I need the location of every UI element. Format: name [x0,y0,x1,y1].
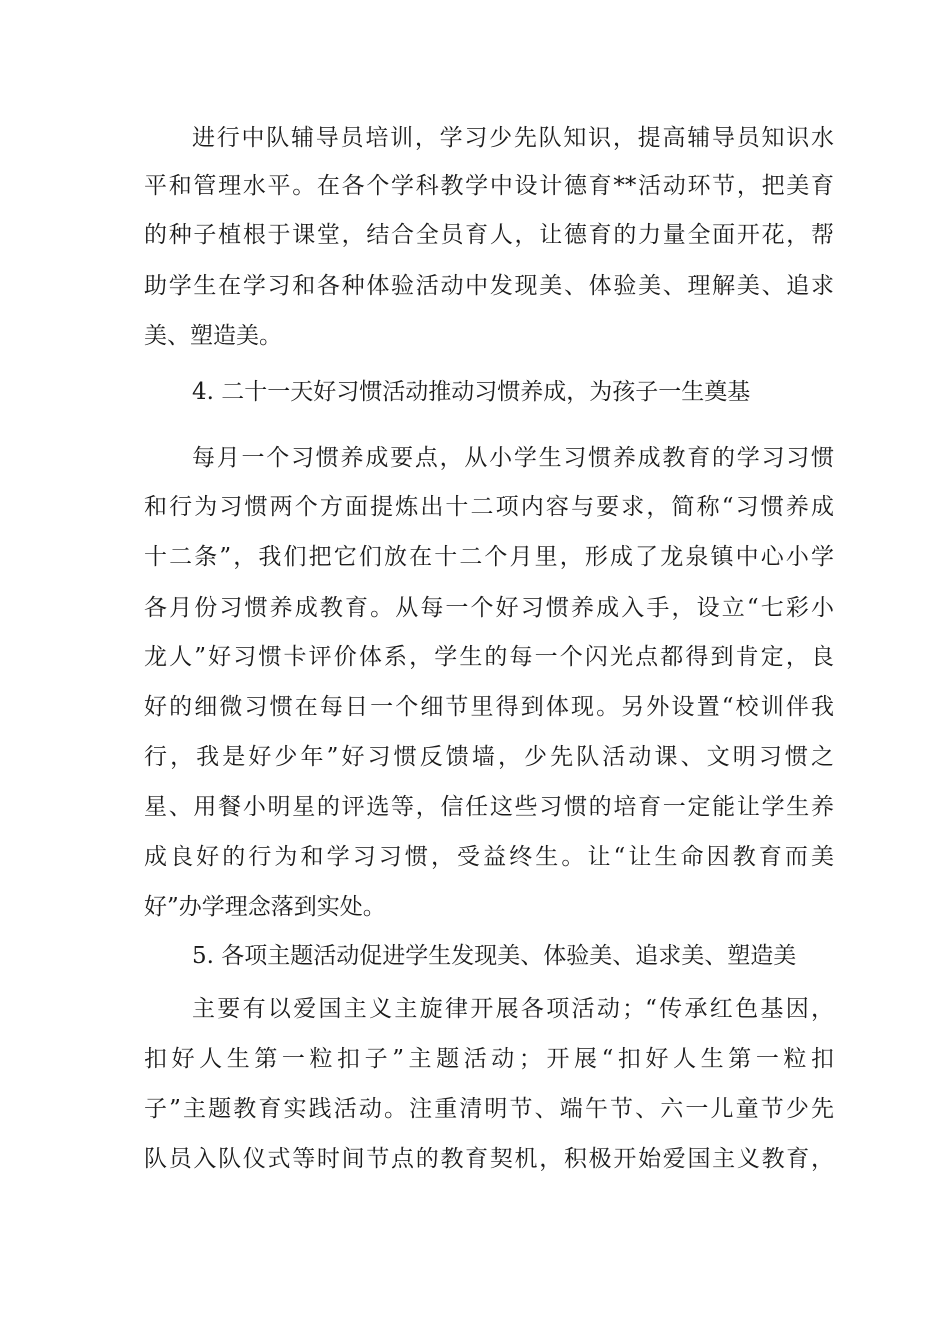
paragraph-1-line-2: 平和管理水平。在各个学科教学中设计德育**活动环节，把美育 [144,173,834,199]
paragraph-3-line-2: 扣好人生第一粒扣子”主题活动；开展“扣好人生第一粒扣 [144,1046,834,1072]
paragraph-2-line-2: 和行为习惯两个方面提炼出十二项内容与要求，简称“习惯养成 [144,494,834,520]
paragraph-2-line-6: 好的细微习惯在每日一个细节里得到体现。另外设置“校训伴我 [144,694,834,720]
paragraph-3-line-3: 子”主题教育实践活动。注重清明节、端午节、六一儿童节少先 [144,1096,834,1122]
paragraph-2-line-1: 每月一个习惯养成要点，从小学生习惯养成教育的学习习惯 [192,445,834,471]
paragraph-2-line-10: 好”办学理念落到实处。 [144,894,386,920]
paragraph-2-line-9: 成良好的行为和学习习惯，受益终生。让“让生命因教育而美 [144,844,834,870]
paragraph-2-line-8: 星、用餐小明星的评选等，信任这些习惯的培育一定能让学生养 [144,794,834,820]
section-heading-4: 4. 二十一天好习惯活动推动习惯养成，为孩子一生奠基 [192,379,751,405]
paragraph-2-line-5: 龙人”好习惯卡评价体系，学生的每一个闪光点都得到肯定，良 [144,644,834,670]
paragraph-2-line-7: 行，我是好少年”好习惯反馈墙，少先队活动课、文明习惯之 [144,744,834,770]
paragraph-1-line-4: 助学生在学习和各种体验活动中发现美、体验美、理解美、追求 [144,273,834,299]
paragraph-1-line-1: 进行中队辅导员培训，学习少先队知识，提高辅导员知识水 [192,125,834,151]
paragraph-2-line-3: 十二条”，我们把它们放在十二个月里，形成了龙泉镇中心小学 [144,544,834,570]
paragraph-3-line-1: 主要有以爱国主义主旋律开展各项活动；“传承红色基因， [192,996,834,1022]
paragraph-3-line-4: 队员入队仪式等时间节点的教育契机，积极开始爱国主义教育， [144,1146,834,1172]
paragraph-1-line-5: 美、塑造美。 [144,323,282,349]
paragraph-2-line-4: 各月份习惯养成教育。从每一个好习惯养成入手，设立“七彩小 [144,595,834,621]
section-heading-5: 5. 各项主题活动促进学生发现美、体验美、追求美、塑造美 [192,943,797,969]
paragraph-1-line-3: 的种子植根于课堂，结合全员育人，让德育的力量全面开花，帮 [144,222,834,248]
